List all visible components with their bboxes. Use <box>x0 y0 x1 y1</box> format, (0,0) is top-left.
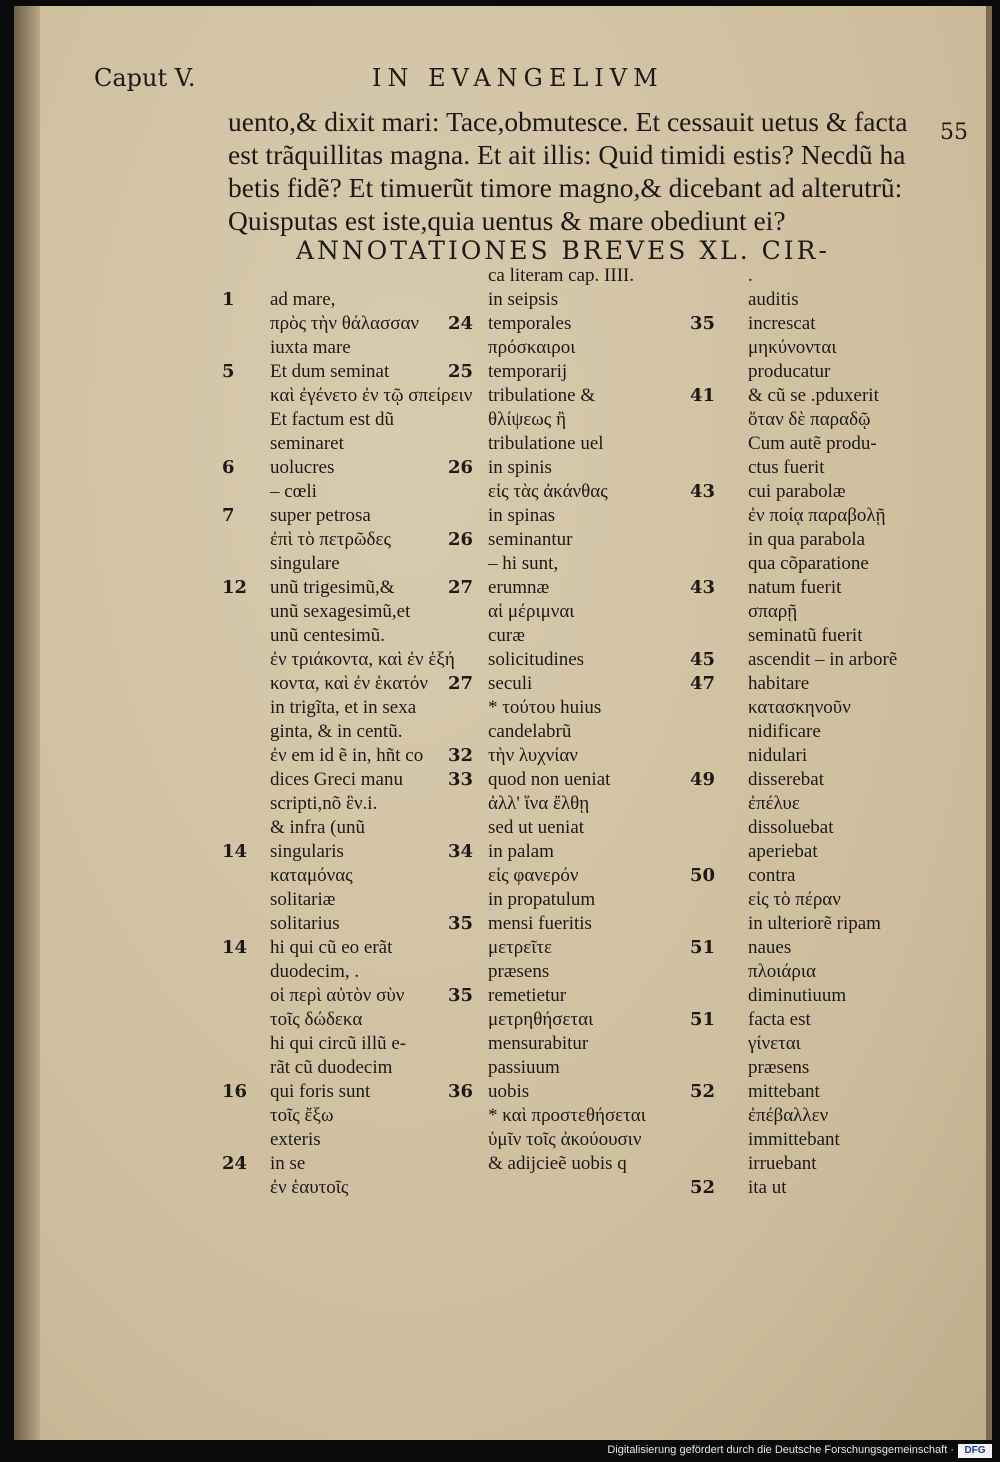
annotation-text: solicitudines <box>488 649 585 670</box>
annotation-row <box>690 960 980 984</box>
annotation-text: in spinis <box>488 457 552 478</box>
verse-number: 5 <box>222 361 235 382</box>
annotation-row <box>222 288 484 312</box>
annotation-row <box>228 648 484 672</box>
annotation-row <box>690 432 980 456</box>
annotation-text: dissoluebat <box>748 817 834 838</box>
annotation-text: ad mare, <box>270 289 336 310</box>
annotation-text: habitare <box>748 673 810 694</box>
verse-number: 32 <box>448 745 474 766</box>
annotation-text: singularis <box>270 841 344 862</box>
annotation-text: curæ <box>488 625 525 646</box>
annotation-text: εἰς τὸ πέραν <box>748 889 841 910</box>
annotation-text: sed ut ueniat <box>488 817 585 838</box>
annotation-text: candelabrũ <box>488 721 572 742</box>
annotation-row <box>690 696 980 720</box>
verse-number: 34 <box>448 841 474 862</box>
annotation-text: θλίψεως ἢ <box>488 409 567 430</box>
annotation-row <box>690 480 980 504</box>
annotation-row <box>228 816 484 840</box>
verse-number: 52 <box>690 1177 716 1198</box>
annotation-text: seminantur <box>488 529 573 550</box>
annotation-row <box>690 528 980 552</box>
verse-number: 27 <box>448 673 474 694</box>
text-line: betis fidẽ? Et timuerũt timore magno,& dicebant ad alterutrũ: <box>228 172 903 203</box>
annotation-text: καὶ ἐγένετο ἐν τῷ σπείρειν <box>270 385 473 406</box>
annotation-row <box>228 984 484 1008</box>
annotation-text: exteris <box>270 1129 321 1150</box>
verse-number: 6 <box>222 457 235 478</box>
annotation-text: * καὶ προστεθήσεται <box>488 1105 646 1126</box>
page-gutter <box>14 6 40 1440</box>
annotation-text: Et factum est dũ <box>270 409 394 430</box>
annotation-row <box>228 960 484 984</box>
annotation-text: seculi <box>488 673 533 694</box>
annotation-row <box>690 1056 980 1080</box>
verse-number: 50 <box>690 865 716 886</box>
annotation-row <box>690 984 980 1008</box>
annotation-text: ἐν em id ẽ in, hñt co <box>270 745 424 766</box>
verse-number: 41 <box>690 385 716 406</box>
annotation-row <box>690 552 980 576</box>
annotation-row <box>690 576 980 600</box>
annotation-text: qui foris sunt <box>270 1081 371 1102</box>
annotation-row <box>228 912 484 936</box>
annotation-row <box>690 1176 980 1200</box>
annotation-text: contra <box>748 865 796 886</box>
annotation-row <box>228 552 484 576</box>
annotation-row <box>222 456 484 480</box>
verse-number: 25 <box>448 361 474 382</box>
annotation-row <box>222 936 484 960</box>
annotation-row <box>222 504 484 528</box>
annotation-text: Cum autẽ produ- <box>748 433 877 454</box>
annotation-text: singulare <box>270 553 340 574</box>
annotation-text: . <box>748 265 753 286</box>
annotation-row <box>690 888 980 912</box>
annotation-text: quod non ueniat <box>488 769 611 790</box>
annotation-text: ἐπέλυε <box>748 793 800 814</box>
annotation-column-3 <box>690 264 980 1200</box>
annotation-row <box>228 1104 484 1128</box>
annotation-text: εἰς φανερόν <box>488 865 579 886</box>
text-line: est trãquillitas magna. Et ait illis: Quid timidi estis? Necdũ ha <box>228 139 906 170</box>
annotation-column-1 <box>222 264 484 1200</box>
annotation-text: tribulatione uel <box>488 433 604 454</box>
verse-number: 35 <box>448 985 474 1006</box>
annotation-row <box>228 336 484 360</box>
annotation-row <box>690 264 980 288</box>
annotation-text: ginta, & in centũ. <box>270 721 403 742</box>
annotation-row <box>228 672 484 696</box>
verse-number: 12 <box>222 577 248 598</box>
annotation-row <box>690 288 980 312</box>
annotation-text: κατασκηνοῦν <box>748 697 851 718</box>
annotation-text: auditis <box>748 289 799 310</box>
annotation-text: ἐν ποίᾳ παραβολῇ <box>748 505 886 526</box>
verse-number: 35 <box>690 313 716 334</box>
annotation-text: seminaret <box>270 433 344 454</box>
verse-number: 51 <box>690 937 716 958</box>
annotation-row <box>690 840 980 864</box>
annotation-text: καταμόνας <box>270 865 353 886</box>
annotation-row <box>690 672 980 696</box>
annotation-text: in trigĩta, et in sexa <box>270 697 417 718</box>
annotation-row <box>222 1080 484 1104</box>
folio-number: 55 <box>940 120 968 145</box>
annotation-text: πρὸς τὴν θάλασσαν <box>270 313 420 334</box>
annotation-row <box>690 912 980 936</box>
annotation-text: αἱ μέριμναι <box>488 601 575 622</box>
annotation-text: præsens <box>488 961 550 982</box>
annotation-row <box>690 768 980 792</box>
annotation-row <box>228 408 484 432</box>
annotation-row <box>690 1080 980 1104</box>
annotation-text: hi qui cũ eo erãt <box>270 937 393 958</box>
annotation-text: scripti,nõ ἓν.i. <box>270 793 378 814</box>
annotation-text: ascendit – in arborẽ <box>748 649 898 670</box>
annotation-row <box>222 360 484 384</box>
annotation-text: in spinas <box>488 505 556 526</box>
funding-credit: Digitalisierung gefördert durch die Deutsche Forschungsgemeinschaft · <box>607 1444 954 1456</box>
annotation-text: & infra (unũ <box>270 817 365 838</box>
annotation-text: solitarius <box>270 913 340 934</box>
annotation-row <box>228 1056 484 1080</box>
annotation-row <box>690 504 980 528</box>
annotation-text: unũ centesimũ. <box>270 625 386 646</box>
annotation-row <box>690 600 980 624</box>
annotation-text: seminatũ fuerit <box>748 625 863 646</box>
annotation-text: passiuum <box>488 1057 560 1078</box>
annotation-text: σπαρῇ <box>748 601 798 622</box>
annotation-row <box>690 648 980 672</box>
annotation-text: mittebant <box>748 1081 820 1102</box>
annotation-text: solitariæ <box>270 889 336 910</box>
annotation-row <box>690 720 980 744</box>
annotation-text: εἰς τὰς ἀκάνθας <box>488 481 608 502</box>
annotation-text: in qua parabola <box>748 529 866 550</box>
annotation-text: aperiebat <box>748 841 818 862</box>
annotation-row <box>690 1128 980 1152</box>
annotation-text: nidificare <box>748 721 821 742</box>
annotation-text: ὑμῖν τοῖς ἀκούουσιν <box>488 1129 642 1150</box>
annotations-heading: ANNOTATIONES BREVES XL. CIR- <box>296 236 830 265</box>
annotation-text: diminutiuum <box>748 985 847 1006</box>
annotation-text: temporales <box>488 313 572 334</box>
annotation-text: præsens <box>748 1057 810 1078</box>
annotation-text: iuxta mare <box>270 337 351 358</box>
annotation-text: ca literam cap. IIII. <box>488 265 635 286</box>
annotation-row <box>228 720 484 744</box>
verse-number: 1 <box>222 289 235 310</box>
annotation-row <box>228 1032 484 1056</box>
verse-number: 49 <box>690 769 716 790</box>
annotation-text: in seipsis <box>488 289 559 310</box>
annotation-row <box>690 792 980 816</box>
annotation-text: unũ sexagesimũ,et <box>270 601 411 622</box>
annotation-text: & cũ se .pduxerit <box>748 385 879 406</box>
annotation-text: τοῖς δώδεκα <box>270 1009 363 1030</box>
annotation-row <box>228 1128 484 1152</box>
annotation-text: immittebant <box>748 1129 840 1150</box>
annotation-row <box>690 408 980 432</box>
annotation-text: tribulatione & <box>488 385 596 406</box>
text-line: uento,& dixit mari: Tace,obmutesce. Et cessauit uetus & facta <box>228 106 908 137</box>
verse-number: 33 <box>448 769 474 790</box>
annotation-text: in ulteriorẽ ripam <box>748 913 881 934</box>
annotation-row <box>690 312 980 336</box>
annotation-text: ὅταν δὲ παραδῷ <box>748 409 871 430</box>
annotation-text: mensi fueritis <box>488 913 592 934</box>
verse-number: 43 <box>690 577 716 598</box>
annotation-text: unũ trigesimũ,& <box>270 577 395 598</box>
annotation-row <box>228 864 484 888</box>
annotation-row <box>690 384 980 408</box>
annotation-row <box>228 312 484 336</box>
annotation-text: duodecim, . <box>270 961 360 982</box>
gospel-text-block <box>228 105 968 237</box>
verse-number: 16 <box>222 1081 248 1102</box>
verse-number: 14 <box>222 841 248 862</box>
annotation-row <box>228 888 484 912</box>
annotation-row <box>222 1152 484 1176</box>
annotation-text: naues <box>748 937 792 958</box>
annotation-text: ἐν ἑαυτοῖς <box>270 1177 349 1198</box>
verse-number: 43 <box>690 481 716 502</box>
annotation-text: facta est <box>748 1009 811 1030</box>
annotation-row <box>222 840 484 864</box>
annotation-text: Et dum seminat <box>270 361 390 382</box>
annotation-text: ἐν τριάκοντα, καὶ ἐν ἑξή <box>270 649 455 670</box>
verse-number: 45 <box>690 649 716 670</box>
annotation-text: ἐπέβαλλεν <box>748 1105 829 1126</box>
annotation-text: increscat <box>748 313 816 334</box>
annotation-text: μετρεῖτε <box>488 937 552 958</box>
annotation-row <box>228 744 484 768</box>
annotation-text: qua cõparatione <box>748 553 869 574</box>
annotation-text: hi qui circũ illũ e- <box>270 1033 407 1054</box>
annotation-row <box>228 480 484 504</box>
annotation-row <box>690 864 980 888</box>
annotation-row <box>690 624 980 648</box>
annotation-text: natum fuerit <box>748 577 842 598</box>
annotation-text: & adijcieẽ uobis q <box>488 1153 627 1174</box>
running-head-title: IN EVANGELIVM <box>372 64 664 92</box>
annotation-row <box>228 768 484 792</box>
annotation-row <box>690 1008 980 1032</box>
annotation-row <box>690 336 980 360</box>
annotation-text: πλοιάρια <box>748 961 816 982</box>
annotation-text: in se <box>270 1153 306 1174</box>
annotation-text: κοντα, καὶ ἐν ἑκατόν <box>270 673 428 694</box>
annotation-row <box>690 456 980 480</box>
annotation-row <box>690 1152 980 1176</box>
verse-number: 35 <box>448 913 474 934</box>
annotation-text: super petrosa <box>270 505 371 526</box>
annotation-row <box>690 744 980 768</box>
annotation-row <box>228 600 484 624</box>
annotation-text: – hi sunt, <box>488 553 559 574</box>
annotation-row <box>228 264 484 288</box>
annotation-row <box>228 792 484 816</box>
verse-number: 7 <box>222 505 235 526</box>
annotation-row <box>228 384 484 408</box>
annotation-text: * τούτου huius <box>488 697 602 718</box>
text-line: Quisputas est iste,quia uentus & mare obediunt ei? <box>228 205 786 236</box>
verse-number: 24 <box>448 313 474 334</box>
annotation-text: in palam <box>488 841 554 862</box>
annotation-text: μηκύνονται <box>748 337 837 358</box>
annotation-row <box>228 696 484 720</box>
verse-number: 26 <box>448 529 474 550</box>
annotation-text: mensurabitur <box>488 1033 589 1054</box>
verse-number: 14 <box>222 937 248 958</box>
annotation-text: – cœli <box>270 481 317 502</box>
annotation-text: nidulari <box>748 745 808 766</box>
annotation-text: disserebat <box>748 769 824 790</box>
annotation-text: irruebant <box>748 1153 817 1174</box>
annotation-row <box>690 1104 980 1128</box>
annotation-text: ctus fuerit <box>748 457 825 478</box>
annotation-text: οἱ περὶ αὐτὸν σὺν <box>270 985 405 1006</box>
annotation-text: πρόσκαιροι <box>488 337 576 358</box>
annotation-text: dices Greci manu <box>270 769 403 790</box>
annotation-text: γίνεται <box>748 1033 801 1054</box>
dfg-logo: DFG <box>958 1444 992 1458</box>
annotation-row <box>222 576 484 600</box>
annotation-text: ita ut <box>748 1177 787 1198</box>
annotation-text: erumnæ <box>488 577 550 598</box>
verse-number: 27 <box>448 577 474 598</box>
verse-number: 51 <box>690 1009 716 1030</box>
annotation-text: ἐπὶ τὸ πετρῶδες <box>270 529 391 550</box>
annotation-text: cui parabolæ <box>748 481 846 502</box>
annotation-text: τοῖς ἔξω <box>270 1105 334 1126</box>
verse-number: 47 <box>690 673 716 694</box>
annotation-text: ἀλλ' ἵνα ἔλθῃ <box>488 793 590 814</box>
annotation-row <box>690 936 980 960</box>
annotation-text: uobis <box>488 1081 530 1102</box>
annotation-row <box>228 432 484 456</box>
annotation-text: temporarij <box>488 361 568 382</box>
verse-number: 24 <box>222 1153 248 1174</box>
running-head-chapter: Caput V. <box>94 64 196 92</box>
verse-number: 52 <box>690 1081 716 1102</box>
annotation-text: remetietur <box>488 985 567 1006</box>
verse-number: 26 <box>448 457 474 478</box>
annotation-text: producatur <box>748 361 831 382</box>
annotation-row <box>228 1008 484 1032</box>
annotation-row <box>690 816 980 840</box>
annotation-text: in propatulum <box>488 889 596 910</box>
annotation-row <box>690 1032 980 1056</box>
annotation-row <box>690 360 980 384</box>
verse-number: 36 <box>448 1081 474 1102</box>
annotation-row <box>228 1176 484 1200</box>
annotation-text: τὴν λυχνίαν <box>488 745 578 766</box>
annotation-text: μετρηθήσεται <box>488 1009 594 1030</box>
annotation-row <box>228 528 484 552</box>
annotation-text: uolucres <box>270 457 335 478</box>
annotation-text: rãt cũ duodecim <box>270 1057 393 1078</box>
annotation-row <box>228 624 484 648</box>
